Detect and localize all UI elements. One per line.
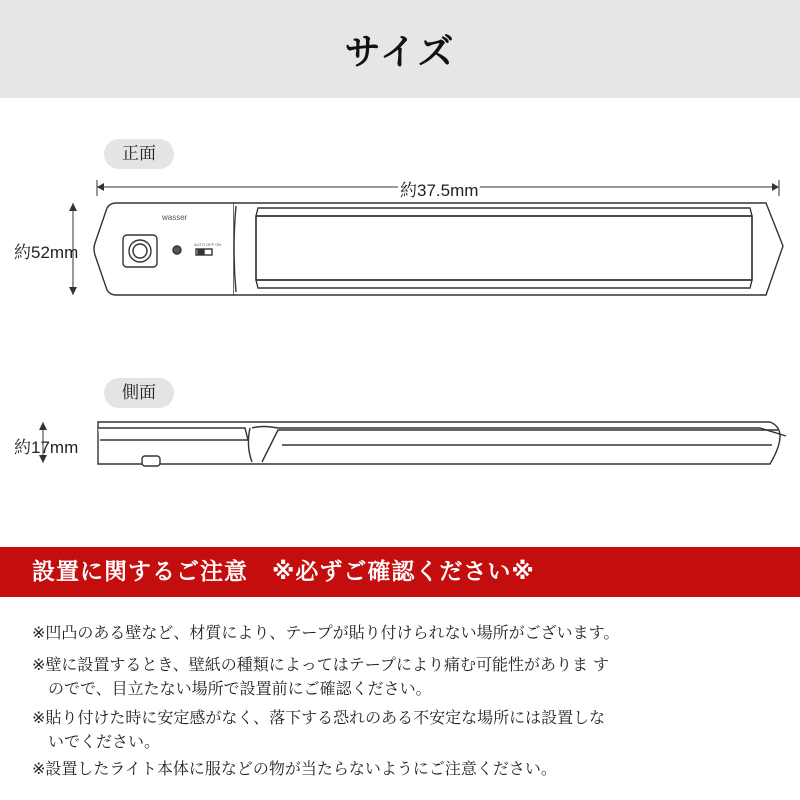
note-2-line2: のでで、目立たない場所で設置前にご確認ください。 (32, 679, 432, 698)
note-4 (32, 757, 722, 781)
note-1 (32, 621, 722, 645)
front-view-body (94, 203, 783, 295)
note-1-line1: ※凹凸のある壁など、材質により、テープが貼り付けられない場所がございます。 (32, 623, 620, 642)
note-3 (32, 706, 722, 754)
page-title: サイズ (344, 30, 456, 73)
brand-text: wasser (162, 213, 188, 222)
front-width-label: 約37.5mm (398, 176, 480, 201)
side-height-label: 約17mm (14, 438, 79, 457)
note-2-line1: ※壁に設置するとき、壁紙の種類によってはテープにより痛む可能性がありま す (32, 655, 610, 674)
side-view-label: 側面 (104, 378, 174, 408)
note-3-line2: いでください。 (32, 732, 161, 751)
front-view-label: 正面 (104, 139, 174, 169)
note-3-line1: ※貼り付けた時に安定感がなく、落下する恐れのある不安定な場所には設置しな (32, 708, 606, 727)
side-view-body (98, 422, 786, 466)
note-2 (32, 653, 722, 701)
caution-banner-text: 設置に関するご注意 ※必ずご確認ください※ (32, 559, 535, 585)
note-4-line1: ※設置したライト本体に服などの物が当たらないようにご注意ください。 (32, 759, 557, 778)
switch-text: AUTO OFF ON (194, 242, 222, 247)
front-height-label: 約52mm (14, 243, 79, 262)
